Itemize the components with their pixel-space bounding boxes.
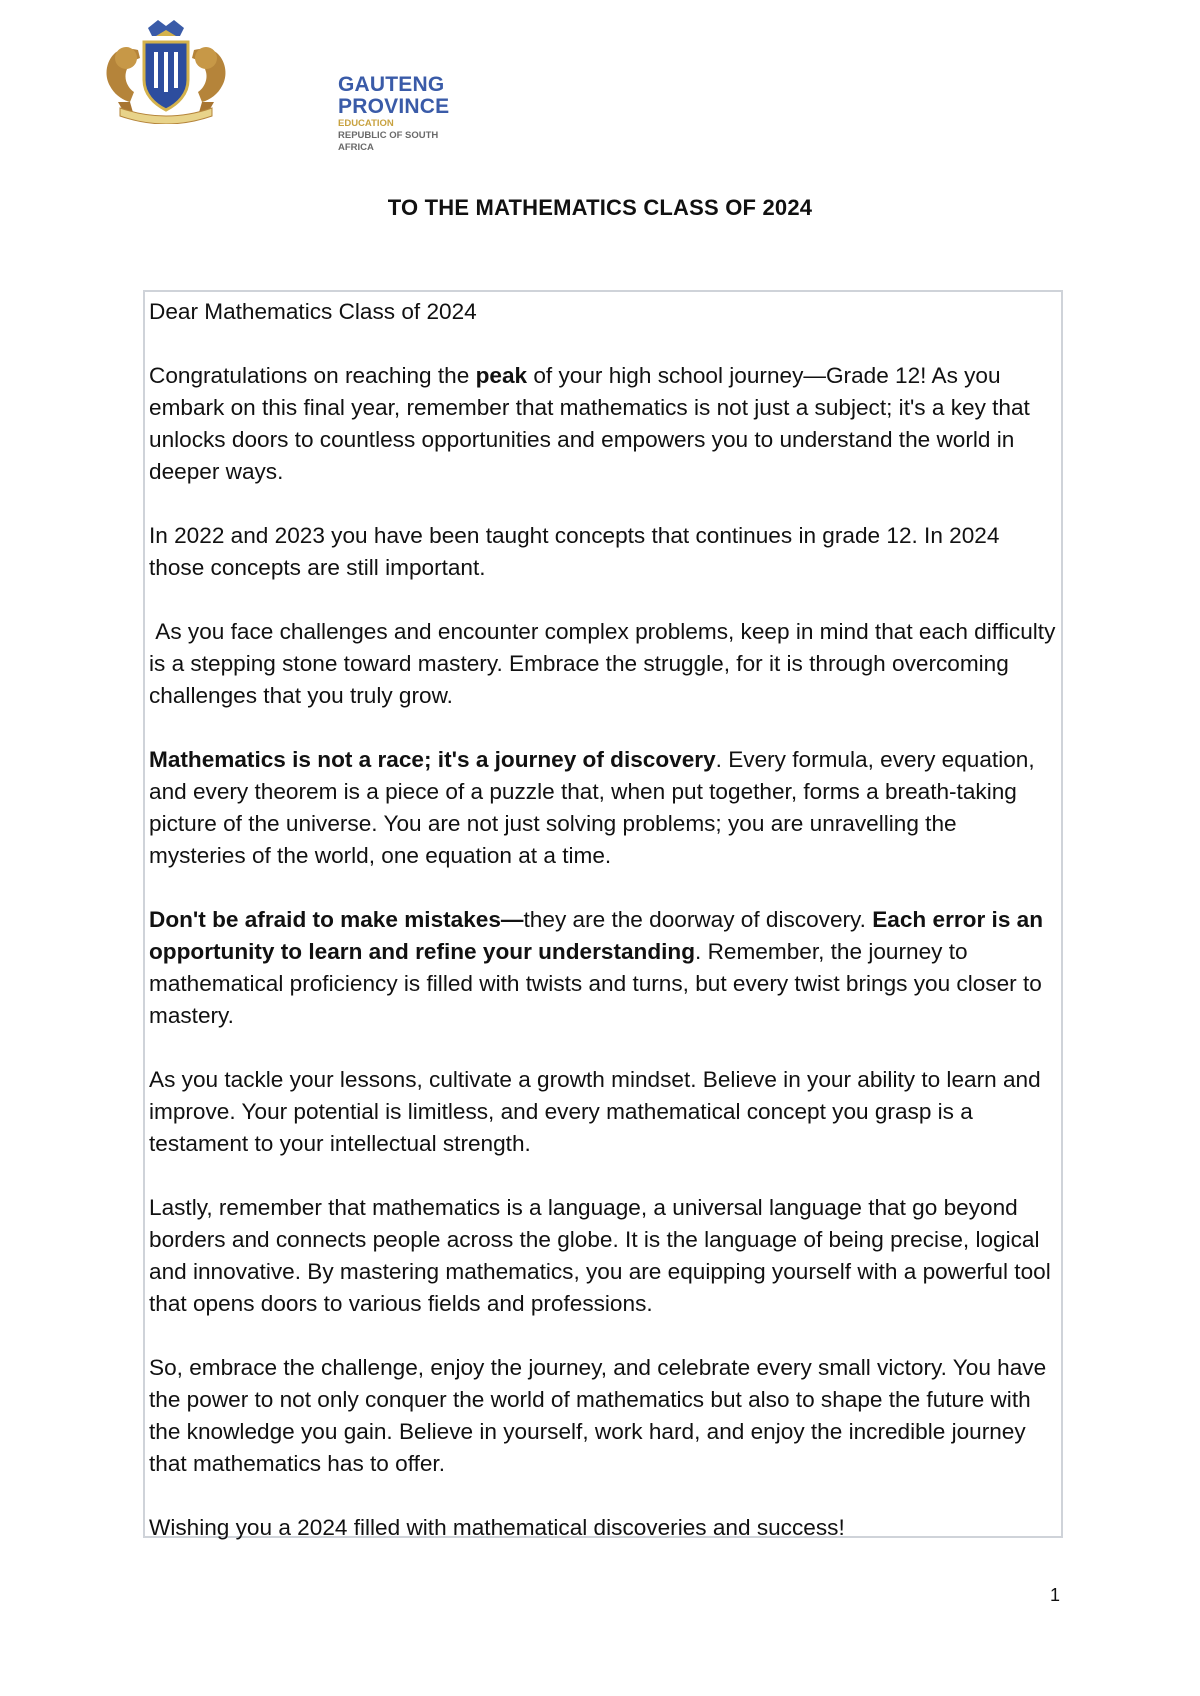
- emphasis-peak: peak: [475, 363, 528, 388]
- paragraph-growth-mindset: As you tackle your lessons, cultivate a growth mindset. Believe in your ability to learn and improve. Your potential is limitless, and every mathematical concept you grasp is a testament to your intellectual strength.: [149, 1067, 1041, 1156]
- page-number: 1: [1049, 1585, 1060, 1605]
- paragraph-challenges: As you face challenges and encounter complex problems, keep in mind that each difficulty is a stepping stone toward mastery. Embrace the struggle, for it is through overcoming challenges that you truly grow.: [149, 619, 1062, 708]
- emphasis-journey: Mathematics is not a race; it's a journey of discovery: [149, 747, 716, 772]
- emphasis-mistakes: Don't be afraid to make mistakes—: [149, 907, 524, 932]
- logo-country: REPUBLIC OF SOUTH AFRICA: [338, 130, 439, 153]
- emphasis-error: Each error is an opportunity to learn and refine your understanding: [149, 907, 1044, 964]
- paragraph-journey: Mathematics is not a race; it's a journey of discovery. Every formula, every equation, and every theorem is a piece of a puzzle that, when put together, forms a breath-taking picture of the universe. You are not just solving problems; you are unravelling the mysteries of the world, one equation at a time.: [149, 747, 1035, 868]
- salutation: Dear Mathematics Class of 2024: [149, 299, 477, 324]
- logo-department: EDUCATION: [338, 118, 394, 129]
- closing-line: Wishing you a 2024 filled with mathematical discoveries and success!: [149, 1515, 845, 1540]
- logo-text: [338, 74, 470, 154]
- letter-box: [143, 290, 1063, 1538]
- gauteng-logo: [100, 14, 470, 153]
- document-title: TO THE MATHEMATICS CLASS OF 2024: [387, 195, 813, 220]
- paragraph-congratulations: Congratulations on reaching the peak of your high school journey—Grade 12! As you embark on this final year, remember that mathematics is not just a subject; it's a key that unlocks doors to countless opportunities and empowers you to understand the world in deeper ways.: [149, 363, 1030, 484]
- paragraph-mistakes: Don't be afraid to make mistakes—they are the doorway of discovery. Each error is an opportunity to learn and refine your understanding. Remember, the journey to mathematical proficiency is filled with twists and turns, but every twist brings you closer to mastery.: [149, 907, 1044, 1028]
- paragraph-concepts: In 2022 and 2023 you have been taught concepts that continues in grade 12. In 2024 those concepts are still important.: [149, 523, 1000, 580]
- paragraph-embrace: So, embrace the challenge, enjoy the journey, and celebrate every small victory. You have the power to not only conquer the world of mathematics but also to shape the future with the knowledge you gain. Believe in yourself, work hard, and enjoy the incredible journey that mathematics has to offer.: [149, 1355, 1047, 1476]
- coat-of-arms-icon: [100, 14, 232, 124]
- logo-title: GAUTENG PROVINCE: [338, 73, 450, 118]
- paragraph-language: Lastly, remember that mathematics is a language, a universal language that go beyond borders and connects people across the globe. It is the language of being precise, logical and innovative. By mastering mathematics, you are equipping yourself with a powerful tool that opens doors to various fields and professions.: [149, 1195, 1051, 1316]
